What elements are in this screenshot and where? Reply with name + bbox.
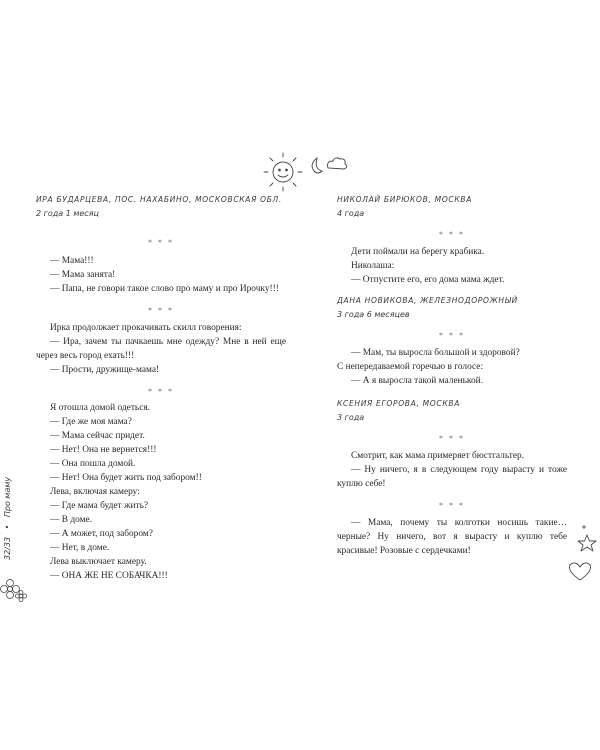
moon-icon	[312, 158, 322, 173]
section-divider: * * *	[148, 238, 174, 247]
star-icon	[578, 535, 596, 551]
small-sparkle-icon	[582, 525, 586, 529]
child-age: 3 года 6 месяцев	[337, 310, 410, 319]
dialogue-line: — А я выросла такой маленькой.	[351, 376, 484, 386]
section-divider: * * *	[439, 501, 465, 510]
section-divider: * * *	[148, 387, 174, 396]
sun-icon	[264, 153, 302, 191]
narration-line: Я отошла домой одеться.	[50, 403, 151, 413]
dialogue-line: — Мама, почему ты колготки носишь такие… черные? Ну ничего, вот я вырасту и куплю тебе красивые! Розовые с сердечками!	[337, 518, 567, 556]
dialogue-line: — А может, под забором?	[50, 529, 153, 539]
dialogue-line: — Папа, не говори такое слово про маму и про Ирочку!!!	[50, 284, 279, 294]
cloud-icon	[328, 158, 347, 169]
dialogue-line: — Мама!!!	[50, 256, 94, 266]
narration-line: Лева, включая камеру:	[50, 487, 140, 497]
running-footer	[3, 477, 12, 560]
section-divider: * * *	[439, 230, 465, 239]
dialogue-line: — Нет! Она будет жить под забором!!	[50, 473, 202, 483]
section-divider: * * *	[148, 306, 174, 315]
child-age: 3 года	[337, 413, 365, 422]
dialogue-line: — Где мама будет жить?	[50, 501, 149, 511]
dialogue-line: — ОНА ЖЕ НЕ СОБАЧКА!!!	[50, 571, 168, 581]
author-name: КСЕНИЯ ЕГОРОВА, МОСКВА	[337, 399, 461, 408]
chapter-title: Про маму	[3, 476, 12, 518]
right-column	[337, 194, 567, 558]
dialogue-line: — В доме.	[50, 515, 93, 525]
author-name: ИРА БУДАРЦЕВА, ПОС. НАХАБИНО, МОСКОВСКАЯ ОБЛ.	[36, 195, 282, 204]
dialogue-line: — Она пошла домой.	[50, 459, 136, 469]
dialogue-line: — Нет, в доме.	[50, 543, 110, 553]
narration-line: Николаша:	[351, 261, 395, 271]
dialogue-line: — Ну ничего, я в следующем году вырасту и тоже куплю себе!	[337, 465, 567, 489]
separator-bullet: •	[3, 524, 12, 530]
narration-line: Смотрит, как мама примеряет бюстгальтер.	[351, 451, 525, 461]
section-divider: * * *	[439, 331, 465, 340]
section-divider: * * *	[439, 434, 465, 443]
heart-icon	[569, 563, 590, 580]
dialogue-line: — Мама сейчас придет.	[50, 431, 145, 441]
narration-line: Ирка продолжает прокачивать скилл говорения:	[50, 323, 242, 333]
narration-line: С непередаваемой горечью в голосе:	[337, 362, 484, 372]
dialogue-line: — Нет! Она не вернется!!!	[50, 445, 157, 455]
child-age: 4 года	[337, 209, 365, 218]
left-column	[36, 194, 286, 583]
dialogue-line: — Где же моя мама?	[50, 417, 132, 427]
page-number: 32/33	[3, 536, 12, 560]
dialogue-line: — Прости, дружище-мама!	[50, 365, 160, 375]
dialogue-line: — Отпустите его, его дома мама ждет.	[351, 275, 505, 285]
child-age: 2 года 1 месяц	[36, 209, 99, 218]
dialogue-line: — Мама занята!	[50, 270, 116, 280]
narration-line: Дети поймали на берегу крабика.	[351, 247, 485, 257]
narration-line: Лева выключает камеру.	[50, 557, 147, 567]
dialogue-line: — Ира, зачем ты пачкаешь мне одежду? Мне в ней еще через весь город ехать!!!	[36, 337, 286, 361]
author-name: НИКОЛАЙ БИРЮКОВ, МОСКВА	[337, 195, 473, 204]
flower-icon	[1, 580, 27, 602]
dialogue-line: — Мам, ты выросла большой и здоровой?	[351, 348, 520, 358]
author-name: ДАНА НОВИКОВА, ЖЕЛЕЗНОДОРОЖНЫЙ	[337, 296, 518, 305]
